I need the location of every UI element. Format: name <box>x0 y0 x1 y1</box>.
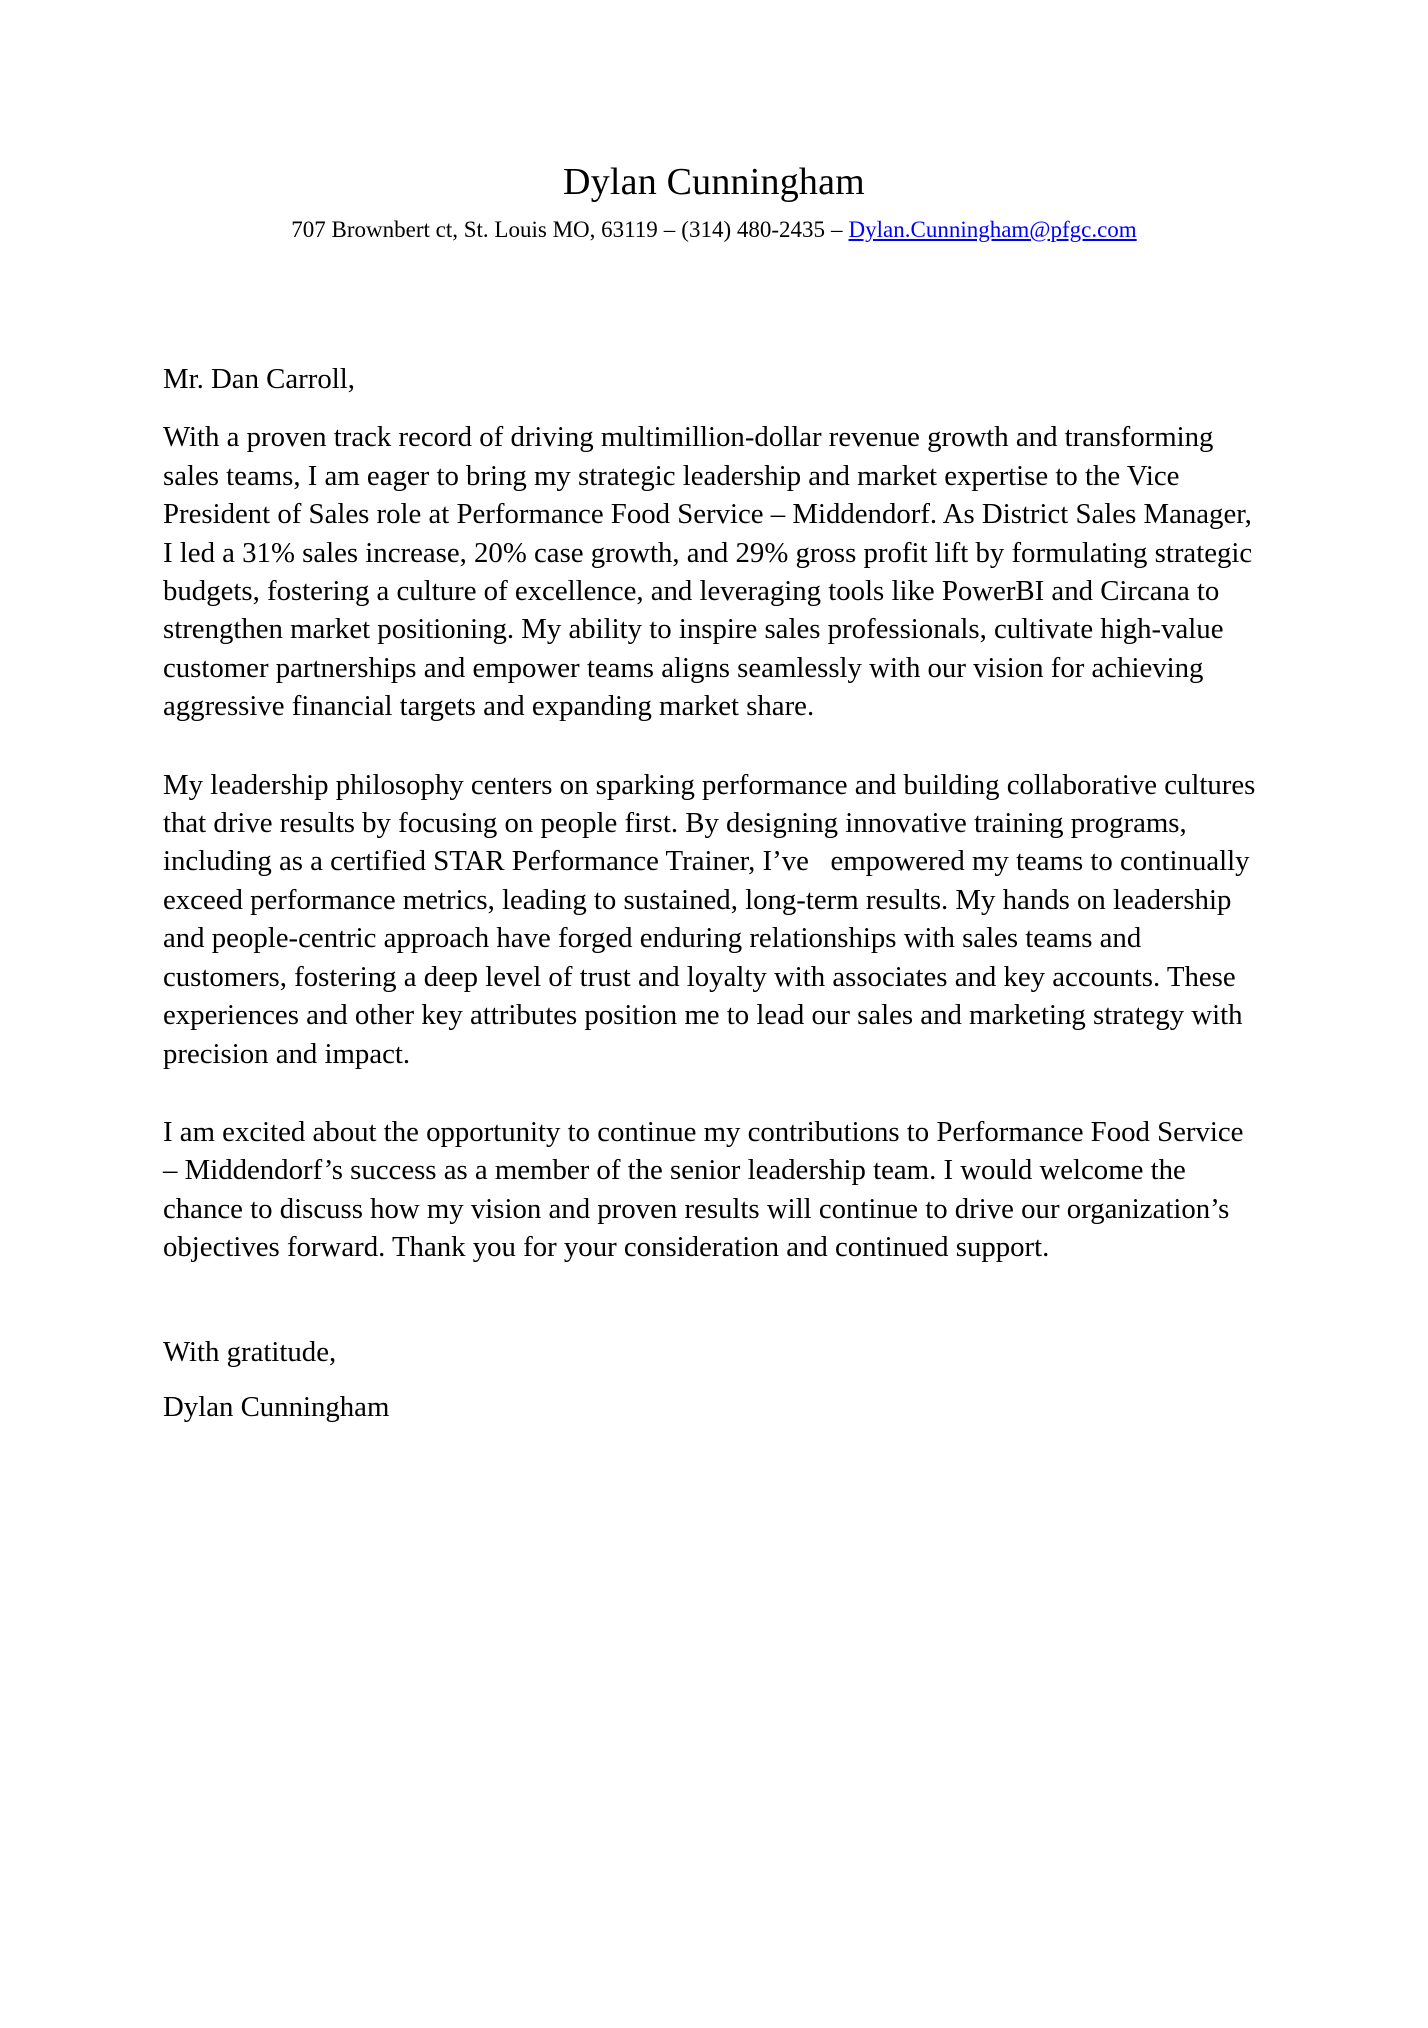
address-text: 707 Brownbert ct, St. Louis MO, 63119 <box>291 217 658 242</box>
letter-header <box>163 158 1265 244</box>
dash-separator: – <box>831 217 843 242</box>
email-link[interactable]: Dylan.Cunningham@pfgc.com <box>848 217 1137 242</box>
salutation: Mr. Dan Carroll, <box>163 363 355 395</box>
contact-line <box>163 216 1265 244</box>
dash-separator: – <box>663 217 676 242</box>
signature-name: Dylan Cunningham <box>163 1390 390 1423</box>
body-paragraph-2: My leadership philosophy centers on sparking performance and building collaborative cultures that drive results by focusing on people first. By designing innovative training programs, including as a certified STAR Performance Trainer, I’ve empowered my teams to continually exceed performance metrics, leading to sustained, long-term results. My hands on leadership and people-centric approach have forged enduring relationships with sales teams and customers, fostering a deep level of trust and loyalty with associates and key accounts. These experiences and other key attributes position me to lead our sales and marketing strategy with precision and impact. <box>163 768 1263 1070</box>
closing-phrase: With gratitude, <box>163 1335 337 1368</box>
body-paragraph-3: I am excited about the opportunity to continue my contributions to Performance Food Service – Middendorf’s success as a member of the senior leadership team. I would welcome the chance to discuss how my vision and proven results will continue to drive our organization’s objectives forward. Thank you for your consideration and continued support. <box>163 1115 1251 1264</box>
page-title: Dylan Cunningham <box>563 161 865 203</box>
body-paragraph-1: With a proven track record of driving multimillion-dollar revenue growth and transforming sales teams, I am eager to bring my strategic leadership and market expertise to the Vice President of Sales role at Performance Food Service – Middendorf. As District Sales Manager, I led a 31% sales increase, 20% case growth, and 29% gross profit lift by formulating strategic budgets, fostering a culture of excellence, and leveraging tools like PowerBI and Circana to strengthen market positioning. My ability to inspire sales professionals, cultivate high-value customer partnerships and empower teams aligns seamlessly with our vision for achieving aggressive financial targets and expanding market share. <box>163 421 1260 723</box>
phone-text: (314) 480-2435 <box>681 217 826 242</box>
letter-body <box>163 360 1265 1426</box>
